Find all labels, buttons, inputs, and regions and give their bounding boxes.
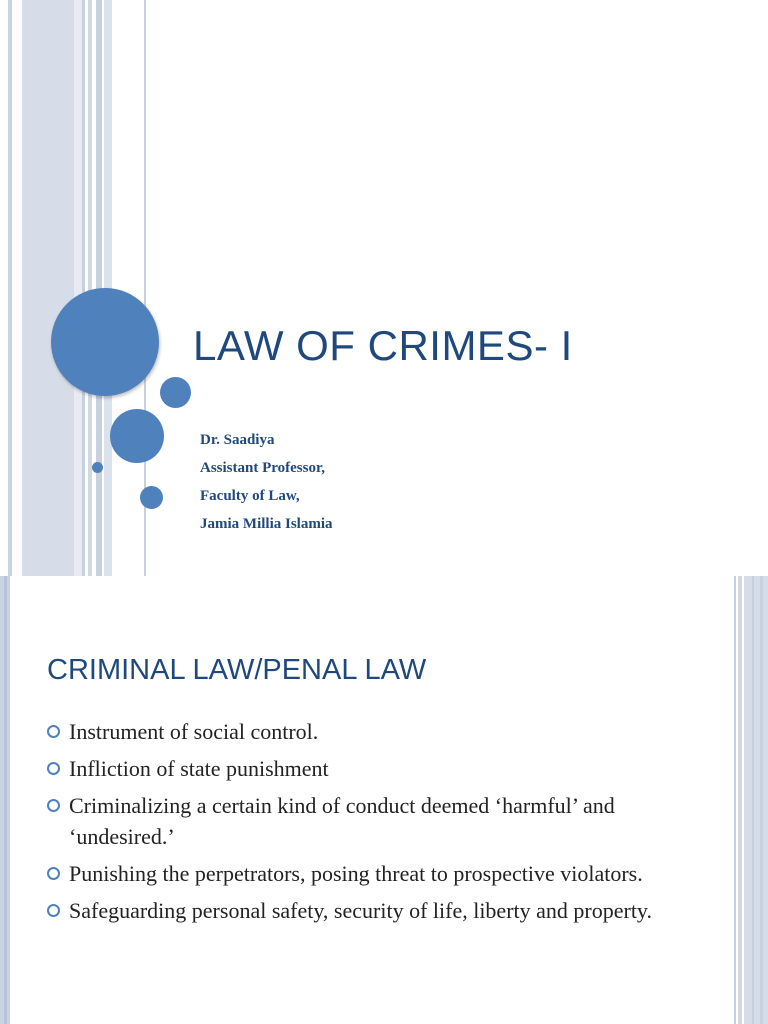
- decor-stripe: [82, 0, 85, 576]
- decor-stripe: [760, 576, 763, 1024]
- decor-stripe: [734, 576, 736, 1024]
- bullet-list: [47, 716, 687, 932]
- decor-circle-small: [140, 486, 163, 509]
- decor-stripe: [738, 576, 742, 1024]
- bullet-text: Criminalizing a certain kind of conduct deemed ‘harmful’ and ‘undesired.’: [69, 793, 615, 849]
- author-position: Assistant Professor,: [200, 460, 326, 476]
- ring-bullet-icon: [47, 904, 60, 917]
- author-university: Jamia Millia Islamia: [200, 516, 333, 532]
- bullet-text: Infliction of state punishment: [69, 756, 329, 781]
- decor-circle-large: [51, 288, 159, 396]
- decor-circle-small: [160, 377, 191, 408]
- decor-circle-tiny: [92, 462, 103, 473]
- ring-bullet-icon: [47, 762, 60, 775]
- decor-stripe: [752, 576, 754, 1024]
- decor-stripe: [744, 576, 768, 1024]
- ring-bullet-icon: [47, 867, 60, 880]
- bullet-text: Instrument of social control.: [69, 719, 319, 744]
- author-faculty: Faculty of Law,: [200, 488, 300, 504]
- bullet-text: Safeguarding personal safety, security of life, liberty and property.: [69, 898, 652, 923]
- decor-stripe: [88, 0, 92, 576]
- author-name: Dr. Saadiya: [200, 432, 275, 448]
- decor-stripe: [8, 0, 12, 576]
- author-block: [200, 426, 333, 538]
- list-item: [47, 753, 687, 784]
- list-item: [47, 716, 687, 747]
- ring-bullet-icon: [47, 725, 60, 738]
- bullet-text: Punishing the perpetrators, posing threat to prospective violators.: [69, 861, 643, 886]
- list-item: [47, 790, 687, 852]
- decor-stripe: [0, 0, 8, 576]
- slide-title: LAW OF CRIMES- I: [193, 322, 573, 369]
- decor-circle-medium: [110, 409, 164, 463]
- decor-stripe: [22, 0, 74, 576]
- list-item: [47, 895, 687, 926]
- decor-stripe: [74, 0, 82, 576]
- decor-stripe: [4, 576, 7, 1024]
- section-title: CRIMINAL LAW/PENAL LAW: [47, 654, 427, 686]
- list-item: [47, 858, 687, 889]
- ring-bullet-icon: [47, 799, 60, 812]
